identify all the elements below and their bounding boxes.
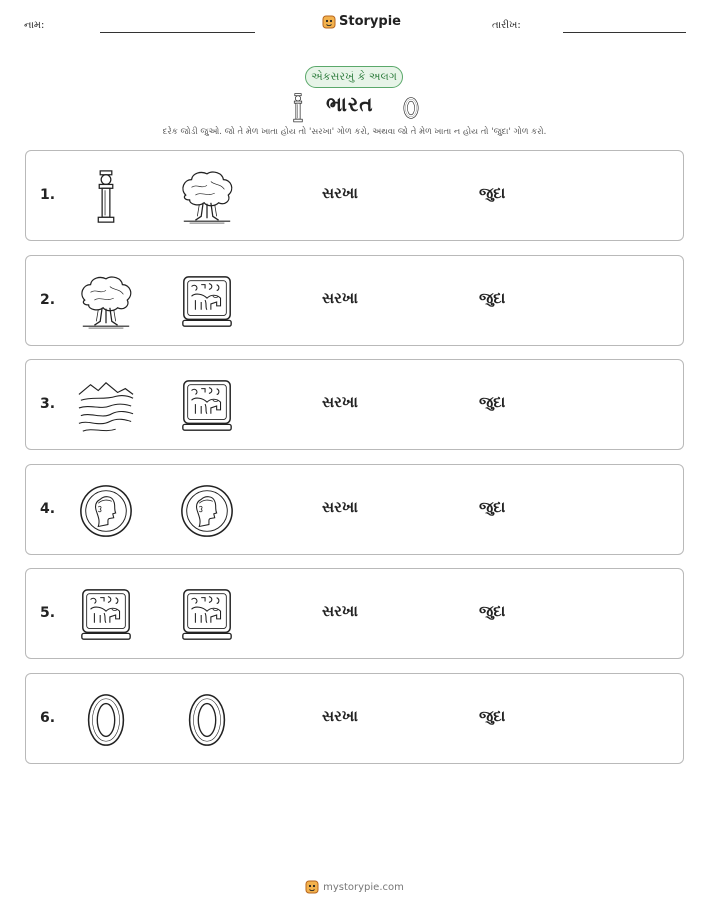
seal-icon [178, 273, 236, 331]
different-option[interactable]: જુદા [479, 602, 506, 620]
banyan-tree-icon [77, 273, 135, 331]
page-title: ભારત [326, 92, 374, 116]
name-label: નામ: [24, 20, 45, 31]
question-number: 5. [40, 605, 56, 621]
activity-badge: એકસરખું કે અલગ [305, 66, 403, 88]
same-option[interactable]: સરખા [322, 602, 358, 620]
footer [0, 880, 709, 894]
worksheet-header [0, 14, 709, 38]
name-field-line[interactable] [100, 32, 255, 33]
storypie-logo-icon [305, 880, 319, 894]
brand-logo [322, 14, 401, 29]
picture-a [76, 168, 136, 226]
picture-a [76, 377, 136, 435]
same-option[interactable]: સરખા [322, 184, 358, 202]
picture-b [177, 691, 237, 749]
pillar-icon [91, 168, 121, 226]
same-option[interactable]: સરખા [322, 706, 358, 725]
picture-a [76, 586, 136, 644]
seal-icon [77, 586, 135, 644]
seal-icon [178, 377, 236, 435]
question-number: 3. [40, 396, 56, 412]
instructions: દરેક જોડી જુઓ. જો તે મેળ ખાતા હોય તો 'સરખા' ગોળ કરો, અથવા જો તે મેળ ખાતા ન હોય તો 'જુદા' ગોળ કરો. [162, 127, 547, 137]
question-card [25, 150, 684, 241]
question-number: 6. [40, 709, 56, 726]
picture-a [76, 691, 136, 749]
different-option[interactable]: જુદા [479, 497, 506, 516]
banyan-tree-icon [178, 168, 236, 226]
same-option[interactable]: સરખા [322, 288, 358, 307]
picture-b [177, 168, 237, 226]
zero-icon [399, 94, 423, 122]
picture-a [76, 482, 136, 540]
picture-b [177, 482, 237, 540]
seal-icon [178, 586, 236, 644]
pillar-icon [290, 92, 306, 124]
same-option[interactable]: સરખા [322, 393, 358, 411]
brand-name: Storypie [339, 14, 401, 29]
picture-a [76, 273, 136, 331]
question-card [25, 255, 684, 346]
picture-b [177, 377, 237, 435]
different-option[interactable]: જુદા [479, 288, 506, 307]
coin-icon [77, 482, 135, 540]
footer-url[interactable]: mystorypie.com [323, 881, 404, 893]
question-card [25, 568, 684, 659]
different-option[interactable]: જુદા [479, 393, 506, 411]
different-option[interactable]: જુદા [479, 706, 506, 725]
question-card [25, 359, 684, 450]
picture-b [177, 273, 237, 331]
question-card [25, 464, 684, 555]
different-option[interactable]: જુદા [479, 184, 506, 202]
title-row [0, 92, 709, 122]
river-icon [77, 377, 135, 435]
zero-icon [77, 691, 135, 749]
question-card [25, 673, 684, 764]
picture-b [177, 586, 237, 644]
storypie-logo-icon [322, 15, 336, 29]
date-field-line[interactable] [563, 32, 686, 33]
date-label: તારીખ: [492, 20, 521, 31]
question-number: 2. [40, 291, 56, 308]
coin-icon [178, 482, 236, 540]
same-option[interactable]: સરખા [322, 497, 358, 516]
zero-icon [178, 691, 236, 749]
question-number: 4. [40, 500, 56, 517]
question-number: 1. [40, 187, 56, 203]
